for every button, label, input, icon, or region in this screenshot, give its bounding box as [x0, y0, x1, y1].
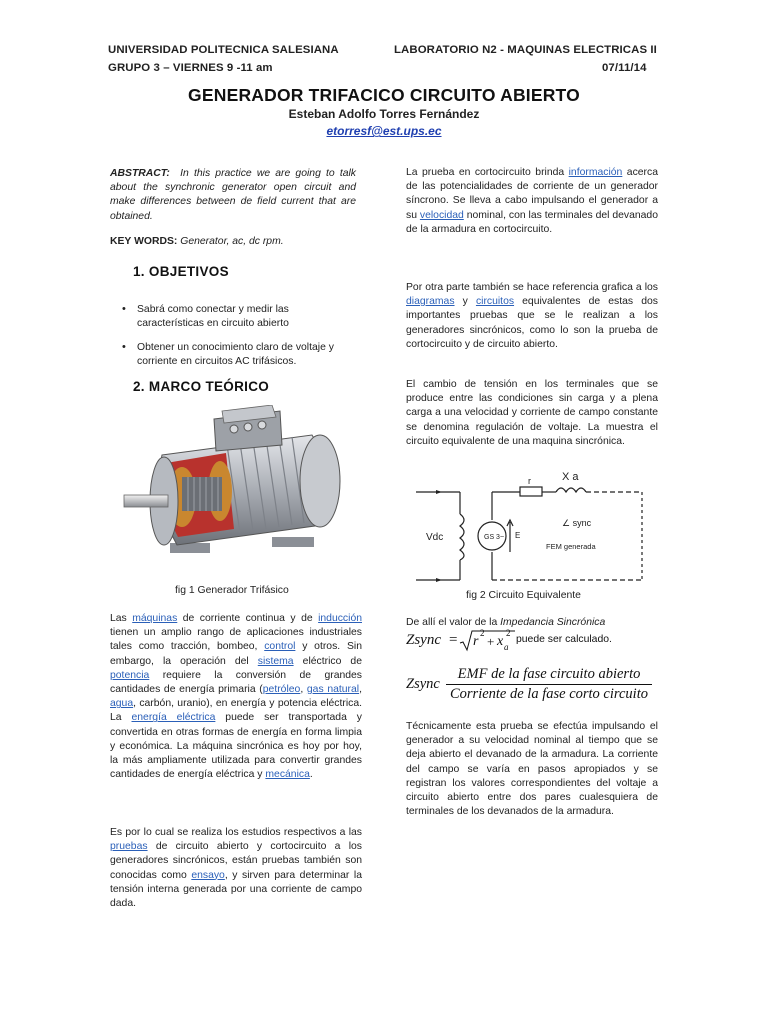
objetivo-item: • Sabrá como conectar y medir las características en circuito abierto [122, 303, 289, 329]
right-paragraph-1: La prueba en cortocircuito brinda información acerca de las potencialidades de corriente de un generador síncrono. Se lleva a cabo impulsando el generador a su velocidad nominal, con las terminales del devanado de la armadura en cortocircuito. [406, 167, 658, 235]
abstract-label: ABSTRACT: [110, 168, 170, 179]
author-name: Esteban Adolfo Torres Fernández [288, 107, 480, 121]
right-paragraph-3: El cambio de tensión en los terminales que se produce entre las condiciones sin carga y a plena carga a una velocidad y corriente de campo constante se denomina regulación de voltaje. La muestra el circuito equivalente de una maquina sincrónica. [406, 379, 658, 447]
keywords-label: KEY WORDS: [110, 236, 178, 247]
fig2-label-vdc: Vdc [426, 532, 444, 543]
header-date: 07/11/14 [602, 62, 647, 74]
link-circuitos[interactable]: circuitos [475, 296, 515, 308]
formula-denominator: Corriente de la fase corto circuito [449, 686, 648, 702]
fig2-circuit-diagram [412, 468, 648, 586]
link-control[interactable]: control [264, 641, 296, 653]
right-paragraph-5: Técnicamente esta prueba se efectúa impulsando el generador a su velocidad nominal al tiempo que se deja abierto el devanado de la armadura. La corriente del campo se varía en pasos apropiados y se registran los valores correspondientes del voltaje a circuito abierto entre dos pares cualesquiera de terminales de los devanados de la armadura. [406, 721, 658, 818]
link-mecanica[interactable]: mecánica [265, 769, 310, 781]
link-ensayo[interactable]: ensayo [191, 869, 225, 881]
header-lab: LABORATORIO N2 - MAQUINAS ELECTRICAS II [394, 44, 657, 56]
page-title: GENERADOR TRIFACICO CIRCUITO ABIERTO [188, 85, 580, 105]
link-sistema[interactable]: sistema [257, 655, 294, 667]
fig2-label-e: E [515, 531, 521, 540]
link-informacion[interactable]: información [568, 167, 623, 178]
header-group: GRUPO 3 – VIERNES 9 -11 am [108, 62, 273, 74]
header-university: UNIVERSIDAD POLITECNICA SALESIANA [108, 44, 339, 56]
fig2-label-fem: FEM generada [546, 542, 596, 551]
section-objetivos: 1. OBJETIVOS [133, 264, 229, 279]
left-paragraph-2: Es por lo cual se realiza los estudios respectivos a las pruebas de circuito abierto y cortocircuito a los generadores sincrónicos, están pruebas también son conocidas como ensayo, y sirven para determinar la tensión interna generada por una corriente de campo dada. [110, 827, 362, 910]
fig2-label-xa: X a [562, 471, 579, 483]
link-potencia[interactable]: potencia [110, 669, 150, 681]
fig2-label-r: r [528, 476, 531, 486]
fig2-label-gen: GS 3~ [484, 534, 505, 541]
fig2-caption: fig 2 Circuito Equivalente [466, 590, 581, 601]
link-agua[interactable]: agua [110, 698, 134, 710]
bullet-icon: • [122, 341, 126, 353]
link-velocidad[interactable]: velocidad [419, 209, 464, 221]
fraction-bar [446, 684, 652, 685]
objetivo-item: • Obtener un conocimiento claro de voltaje y corriente en circuitos AC trifásicos. [122, 341, 334, 367]
fig1-caption: fig 1 Generador Trifásico [175, 585, 289, 596]
link-pruebas[interactable]: pruebas [110, 841, 148, 853]
abstract-text: In this practice we are going to talk about the synchronic generator open circuit and make differences between de field current that are obtained. [110, 168, 356, 222]
formula-zsync-fraction: Zsync [406, 676, 440, 692]
left-paragraph-1: Las máquinas de corriente continua y de inducción tienen un amplio rango de aplicaciones industriales tales como tracción, bombeo, control y otros. Sin embargo, la operación del sistema eléctrico de potencia requiere la conversión de grandes cantidades de energía primaria (petróleo, gas natural, agua, carbón, uranio), en energía y potencia eléctrica. La energía eléctrica puede ser transportada y convertida en otras formas de energía en forma limpia y económica. La máquina sincrónica es hoy por hoy, la más ampliamente utilizada para convertir grandes cantidades de energía eléctrica y mecánica. [110, 613, 362, 781]
link-diagramas[interactable]: diagramas [406, 296, 455, 308]
bullet-icon: • [122, 303, 126, 315]
abstract [110, 167, 356, 224]
fig1-motor-image [122, 405, 356, 575]
keywords-text: Generator, ac, dc rpm. [180, 236, 284, 247]
section-marco-teorico: 2. MARCO TEÓRICO [133, 379, 270, 394]
link-gas-natural[interactable]: gas natural [306, 684, 360, 696]
link-maquinas[interactable]: máquinas [132, 613, 178, 624]
fig2-label-zsync: ∠ sync [562, 518, 592, 528]
keywords [110, 235, 356, 249]
formula-zsync-sqrt: Zsync = r 2 + x a 2 puede ser calculado. [406, 628, 612, 652]
link-energia-electrica[interactable]: energía eléctrica [131, 712, 216, 724]
right-paragraph-4: De allí el valor de la Impedancia Sincrónica [406, 617, 606, 628]
link-induccion[interactable]: inducción [318, 613, 362, 624]
link-petroleo[interactable]: petróleo [262, 684, 301, 696]
author-email-link[interactable]: etorresf@est.ups.ec [326, 124, 442, 138]
formula-numerator: EMF de la fase circuito abierto [457, 666, 641, 682]
right-paragraph-2: Por otra parte también se hace referencia grafica a los diagramas y circuitos equivalentes de estas dos importantes pruebas que se le realizan a los generadores sincrónicos, como lo son la prueba de cortocircuito y de circuito abierto. [406, 282, 658, 350]
